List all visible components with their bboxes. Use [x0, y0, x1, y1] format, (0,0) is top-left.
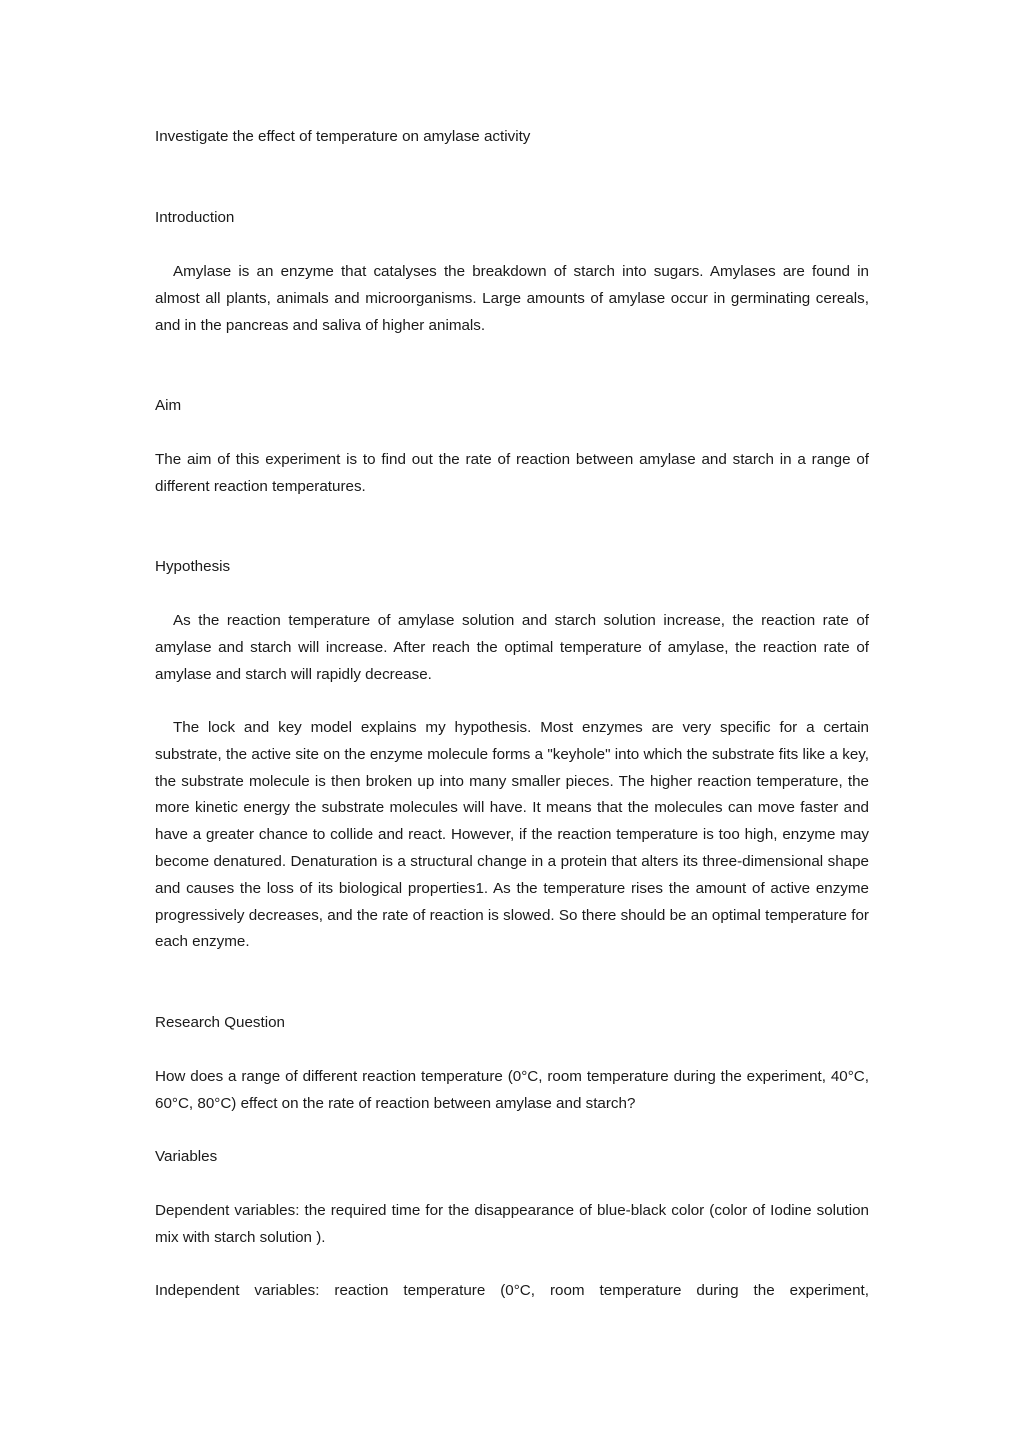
hypothesis-heading: Hypothesis: [155, 558, 231, 575]
variables-heading: Variables: [155, 1148, 218, 1165]
independent-variables-paragraph: Independent variables: reaction temperature (0°C, room temperature during the experiment,: [155, 1282, 869, 1299]
research-question-paragraph: How does a range of different reaction temperature (0°C, room temperature during the experiment, 40°C, 60°C, 80°C) effect on the rate of reaction between amylase and starch?: [155, 1068, 869, 1112]
hypothesis-paragraph-1: As the reaction temperature of amylase solution and starch solution increase, the reaction rate of amylase and starch will increase. After reach the optimal temperature of amylase, the reaction rate of amylase and starch will rapidly decrease.: [155, 612, 869, 683]
introduction-heading: Introduction: [155, 209, 235, 226]
research-question-heading: Research Question: [155, 1014, 286, 1031]
introduction-paragraph: Amylase is an enzyme that catalyses the breakdown of starch into sugars. Amylases are found in almost all plants, animals and microorganisms. Large amounts of amylase occur in germinating cereals, and in the pancreas and saliva of higher animals.: [155, 263, 869, 334]
hypothesis-paragraph-2: The lock and key model explains my hypothesis. Most enzymes are very specific for a certain substrate, the active site on the enzyme molecule forms a "keyhole" into which the substrate fits like a key, the substrate molecule is then broken up into many smaller pieces. The higher reaction temperature, the more kinetic energy the substrate molecules will have. It means that the molecules can move faster and have a greater chance to collide and react. However, if the reaction temperature is too high, enzyme may become denatured. Denaturation is a structural change in a protein that alters its three-dimensional shape and causes the loss of its biological properties1. As the temperature rises the amount of active enzyme progressively decreases, and the rate of reaction is slowed. So there should be an optimal temperature for each enzyme.: [155, 719, 869, 951]
document-title: Investigate the effect of temperature on amylase activity: [155, 128, 531, 145]
aim-paragraph: The aim of this experiment is to find out the rate of reaction between amylase and starch in a range of different reaction temperatures.: [155, 451, 869, 495]
aim-heading: Aim: [155, 397, 182, 414]
dependent-variables-paragraph: Dependent variables: the required time for the disappearance of blue-black color (color of Iodine solution mix with starch solution ).: [155, 1202, 869, 1246]
